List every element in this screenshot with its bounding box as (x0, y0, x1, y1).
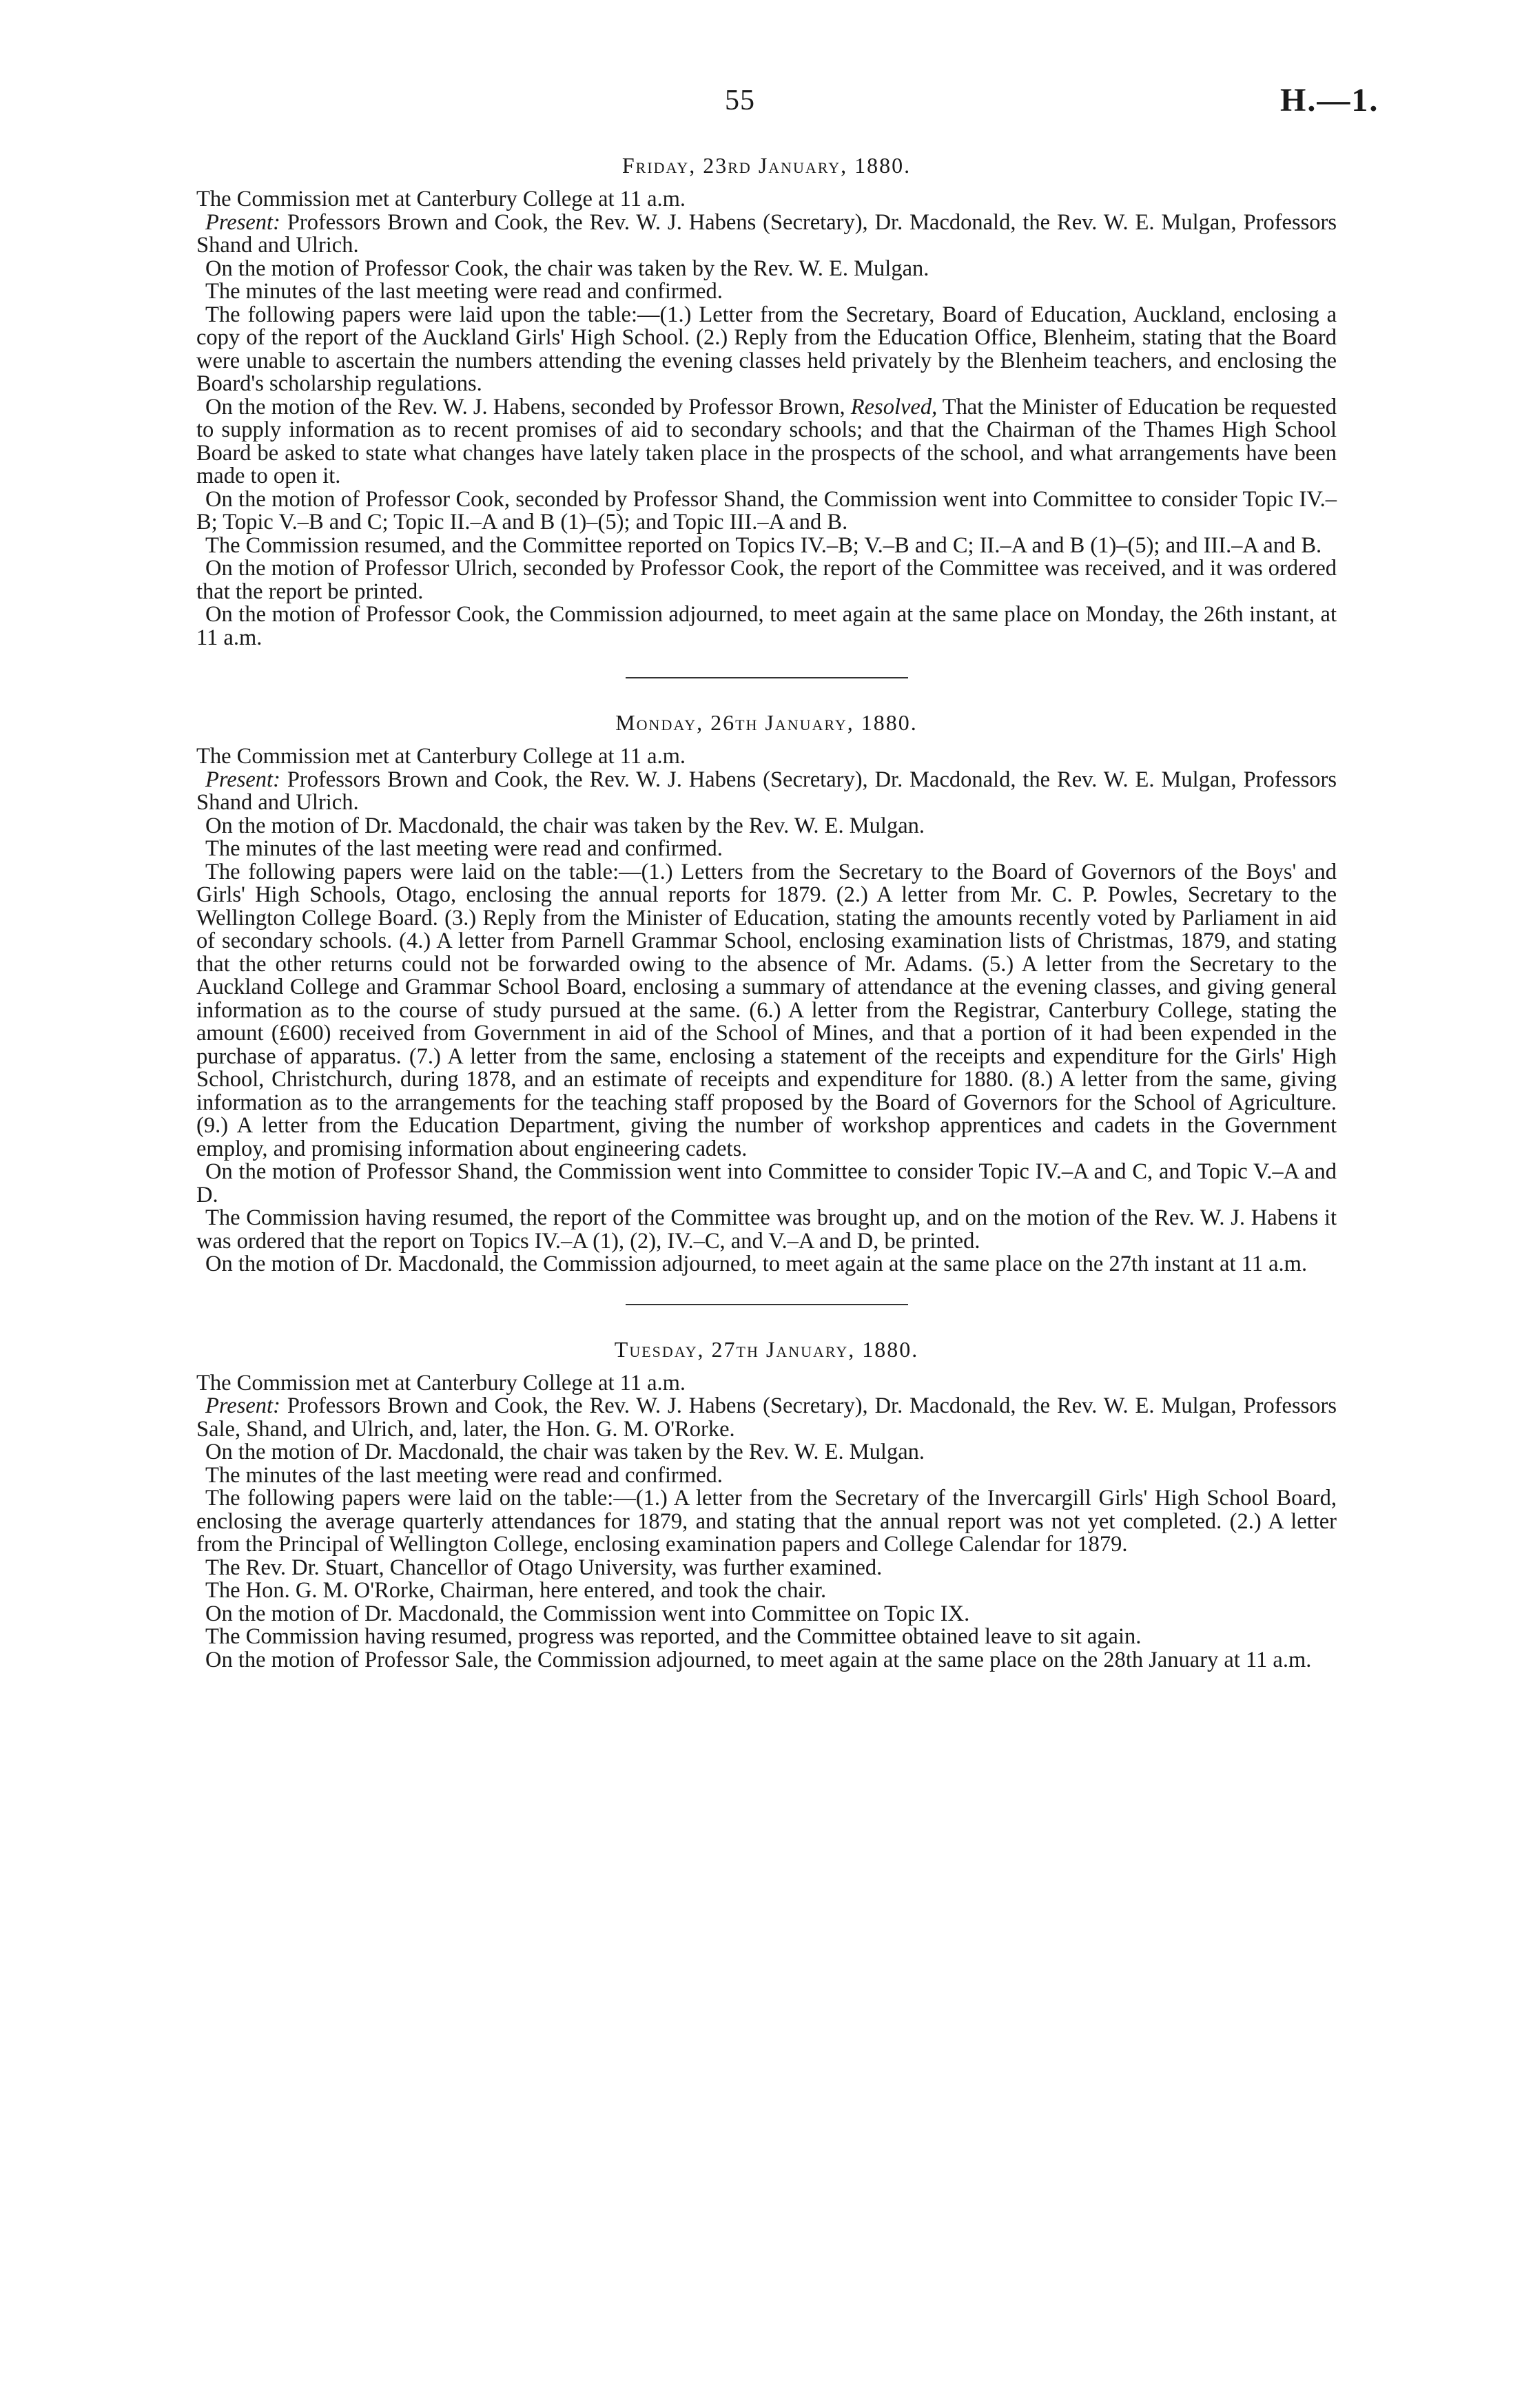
minutes-paragraph (196, 861, 1337, 1161)
minutes-paragraph (196, 396, 1337, 488)
section-paragraphs (196, 1372, 1337, 1672)
paragraph-text: The Commission met at Canterbury College at 11 a.m. (196, 1370, 686, 1395)
paragraph-text: Professors Brown and Cook, the Rev. W. J. Habens (Secretary), Dr. Macdonald, the Rev. W. E. Mulgan, Professors Shand and Ulrich. (196, 209, 1337, 258)
minutes-paragraph (196, 815, 1337, 838)
minutes-paragraph (196, 1557, 1337, 1580)
minutes-paragraph (196, 1253, 1337, 1276)
paragraph-text: That the Minister of Education be requested to supply information as to recent promises of aid to secondary schools; and that the Chairman of the Thames High School Board be asked to state what changes have lately taken place in the prospects of the school, and what arrangements have been made to open it. (196, 394, 1337, 488)
minutes-paragraph (196, 280, 1337, 304)
paragraph-text: The Rev. Dr. Stuart, Chancellor of Otago University, was further examined. (205, 1555, 883, 1580)
minutes-paragraph (196, 603, 1337, 650)
minutes-paragraph (196, 1395, 1337, 1441)
minutes-paragraph (196, 1441, 1337, 1464)
paragraph-text: The following papers were laid on the table:—(1.) A letter from the Secretary of the Invercargill Girls' High School Board, enclosing the average quarterly attendances for 1879, and stating that the annual report was not yet completed. (2.) A letter from the Principal of Wellington College, enclosing examination papers and College Calendar for 1879. (196, 1486, 1337, 1557)
minutes-paragraph (196, 1207, 1337, 1253)
paragraph-emphasis: Resolved, (850, 394, 938, 419)
paragraph-text: The Commission resumed, and the Committee reported on Topics IV.–B; V.–B and C; II.–A and B (1)–(5); and III.–A and B. (205, 532, 1322, 558)
paragraph-text: On the motion of Professor Shand, the Commission went into Committee to consider Topic IV.–A and C, and Topic V.–A and D. (196, 1159, 1337, 1207)
paragraph-emphasis: Present: (205, 767, 280, 792)
minutes-section (196, 1337, 1337, 1672)
minutes-section (196, 153, 1337, 650)
paragraph-text: The following papers were laid upon the table:—(1.) Letter from the Secretary, Board of Education, Auckland, enclosing a copy of the report of the Auckland Girls' High School. (2.) Reply from the Education Office, Blenheim, stating that the Board were unable to ascertain the numbers attending the evening classes held privately by the Blenheim teachers, and enclosing the Board's scholarship regulations. (196, 302, 1337, 396)
minutes-paragraph (196, 1603, 1337, 1626)
paragraph-lead-text: On the motion of the Rev. W. J. Habens, seconded by Professor Brown, (205, 394, 851, 419)
minutes-paragraph (196, 1464, 1337, 1488)
minutes-paragraph (196, 1161, 1337, 1207)
minutes-paragraph (196, 1372, 1337, 1395)
page-number: 55 (725, 85, 755, 116)
paragraph-text: On the motion of Professor Cook, seconded by Professor Shand, the Commission went into Committee to consider Topic IV.–B; Topic V.–B and C; Topic II.–A and B (1)–(5); and Topic III.–A and B. (196, 486, 1337, 534)
paragraph-text: On the motion of Professor Cook, the chair was taken by the Rev. W. E. Mulgan. (205, 256, 929, 281)
paragraph-emphasis: Present: (205, 209, 280, 235)
paragraph-text: The minutes of the last meeting were read and confirmed. (205, 836, 723, 861)
paragraph-text: On the motion of Professor Sale, the Commission adjourned, to meet again at the same place on the 28th January at 11 a.m. (205, 1647, 1312, 1672)
paragraph-text: Professors Brown and Cook, the Rev. W. J. Habens (Secretary), Dr. Macdonald, the Rev. W. E. Mulgan, Professors Sale, Shand, and Ulrich, and, later, the Hon. G. M. O'Rorke. (196, 1393, 1337, 1442)
paragraph-text: On the motion of Professor Ulrich, seconded by Professor Cook, the report of the Committee was received, and it was ordered that the report be printed. (196, 556, 1337, 604)
paragraph-text: On the motion of Dr. Macdonald, the chair was taken by the Rev. W. E. Mulgan. (205, 813, 925, 838)
minutes-paragraph (196, 838, 1337, 861)
minutes-section (196, 710, 1337, 1276)
minutes-paragraph (196, 534, 1337, 558)
series-code: H.—1. (1280, 82, 1379, 118)
paragraph-text: The Commission met at Canterbury College at 11 a.m. (196, 187, 686, 211)
paragraph-text: The following papers were laid on the table:—(1.) Letters from the Secretary to the Board of Governors of the Boys' and Girls' High Schools, Otago, enclosing the annual reports for 1879. (2.) A letter from Mr. C. P. Powles, Secretary to the Wellington College Board. (3.) Reply from the Minister of Education, stating the amounts recently voted by Parliament in aid of secondary schools. (4.) A letter from Parnell Grammar School, enclosing examination lists of Christmas, 1879, and stating that the other returns could not be forwarded owing to the absence of Mr. Adams. (5.) A letter from the Secretary to the Auckland College and Grammar School Board, enclosing a summary of attendance at the evening classes, and giving general information as to the course of study pursued at the same. (6.) A letter from the Registrar, Canterbury College, stating the amount (£600) received from Government in aid of the School of Mines, and that a portion of it had been expended in the purchase of apparatus. (7.) A letter from the same, enclosing a statement of the receipts and expenditure for the Girls' High School, Christchurch, during 1878, and an estimate of receipts and expenditure for 1880. (8.) A letter from the same, giving information as to the arrangements for the teaching staff proposed by the Board of Governors for the School of Agriculture. (9.) A letter from the Education Department, giving the number of workshop apprentices and cadets in the Government employ, and promising information about engineering cadets. (196, 859, 1337, 1161)
section-divider (626, 1304, 908, 1305)
section-paragraphs (196, 188, 1337, 650)
section-title: Friday, 23rd January, 1880. (621, 153, 912, 178)
minutes-paragraph (196, 488, 1337, 534)
paragraph-text: The minutes of the last meeting were read and confirmed. (205, 279, 723, 304)
paragraph-text: The Hon. G. M. O'Rorke, Chairman, here entered, and took the chair. (205, 1578, 827, 1603)
paragraph-text: The Commission met at Canterbury College at 11 a.m. (196, 744, 686, 769)
paragraph-text: On the motion of Professor Cook, the Commission adjourned, to meet again at the same place on Monday, the 26th instant, at 11 a.m. (196, 602, 1337, 650)
minutes-paragraph (196, 557, 1337, 603)
minutes-paragraph (196, 304, 1337, 396)
minutes-paragraph (196, 1579, 1337, 1603)
paragraph-text: The Commission having resumed, progress was reported, and the Committee obtained leave to sit again. (205, 1624, 1142, 1649)
paragraph-text: Professors Brown and Cook, the Rev. W. J. Habens (Secretary), Dr. Macdonald, the Rev. W. E. Mulgan, Professors Shand and Ulrich. (196, 767, 1337, 815)
minutes-paragraph (196, 769, 1337, 815)
paragraph-text: On the motion of Dr. Macdonald, the Commission adjourned, to meet again at the same place on the 27th instant at 11 a.m. (205, 1252, 1308, 1276)
section-paragraphs (196, 745, 1337, 1276)
section-divider (626, 677, 908, 678)
minutes-paragraph (196, 211, 1337, 258)
minutes-paragraph (196, 188, 1337, 211)
document-body (196, 153, 1337, 1699)
minutes-paragraph (196, 1626, 1337, 1649)
paragraph-text: The Commission having resumed, the report of the Committee was brought up, and on the motion of the Rev. W. J. Habens it was ordered that the report on Topics IV.–A (1), (2), IV.–C, and V.–A and D, be printed. (196, 1205, 1337, 1254)
section-title: Tuesday, 27th January, 1880. (614, 1336, 919, 1362)
minutes-paragraph (196, 258, 1337, 281)
minutes-paragraph (196, 745, 1337, 769)
minutes-paragraph (196, 1487, 1337, 1557)
paragraph-text: On the motion of Dr. Macdonald, the chair was taken by the Rev. W. E. Mulgan. (205, 1440, 925, 1464)
paragraph-text: On the motion of Dr. Macdonald, the Commission went into Committee on Topic IX. (205, 1601, 970, 1626)
paragraph-text: The minutes of the last meeting were read and confirmed. (205, 1462, 723, 1488)
minutes-paragraph (196, 1649, 1337, 1672)
paragraph-emphasis: Present: (205, 1393, 280, 1418)
section-title: Monday, 26th January, 1880. (615, 710, 918, 735)
